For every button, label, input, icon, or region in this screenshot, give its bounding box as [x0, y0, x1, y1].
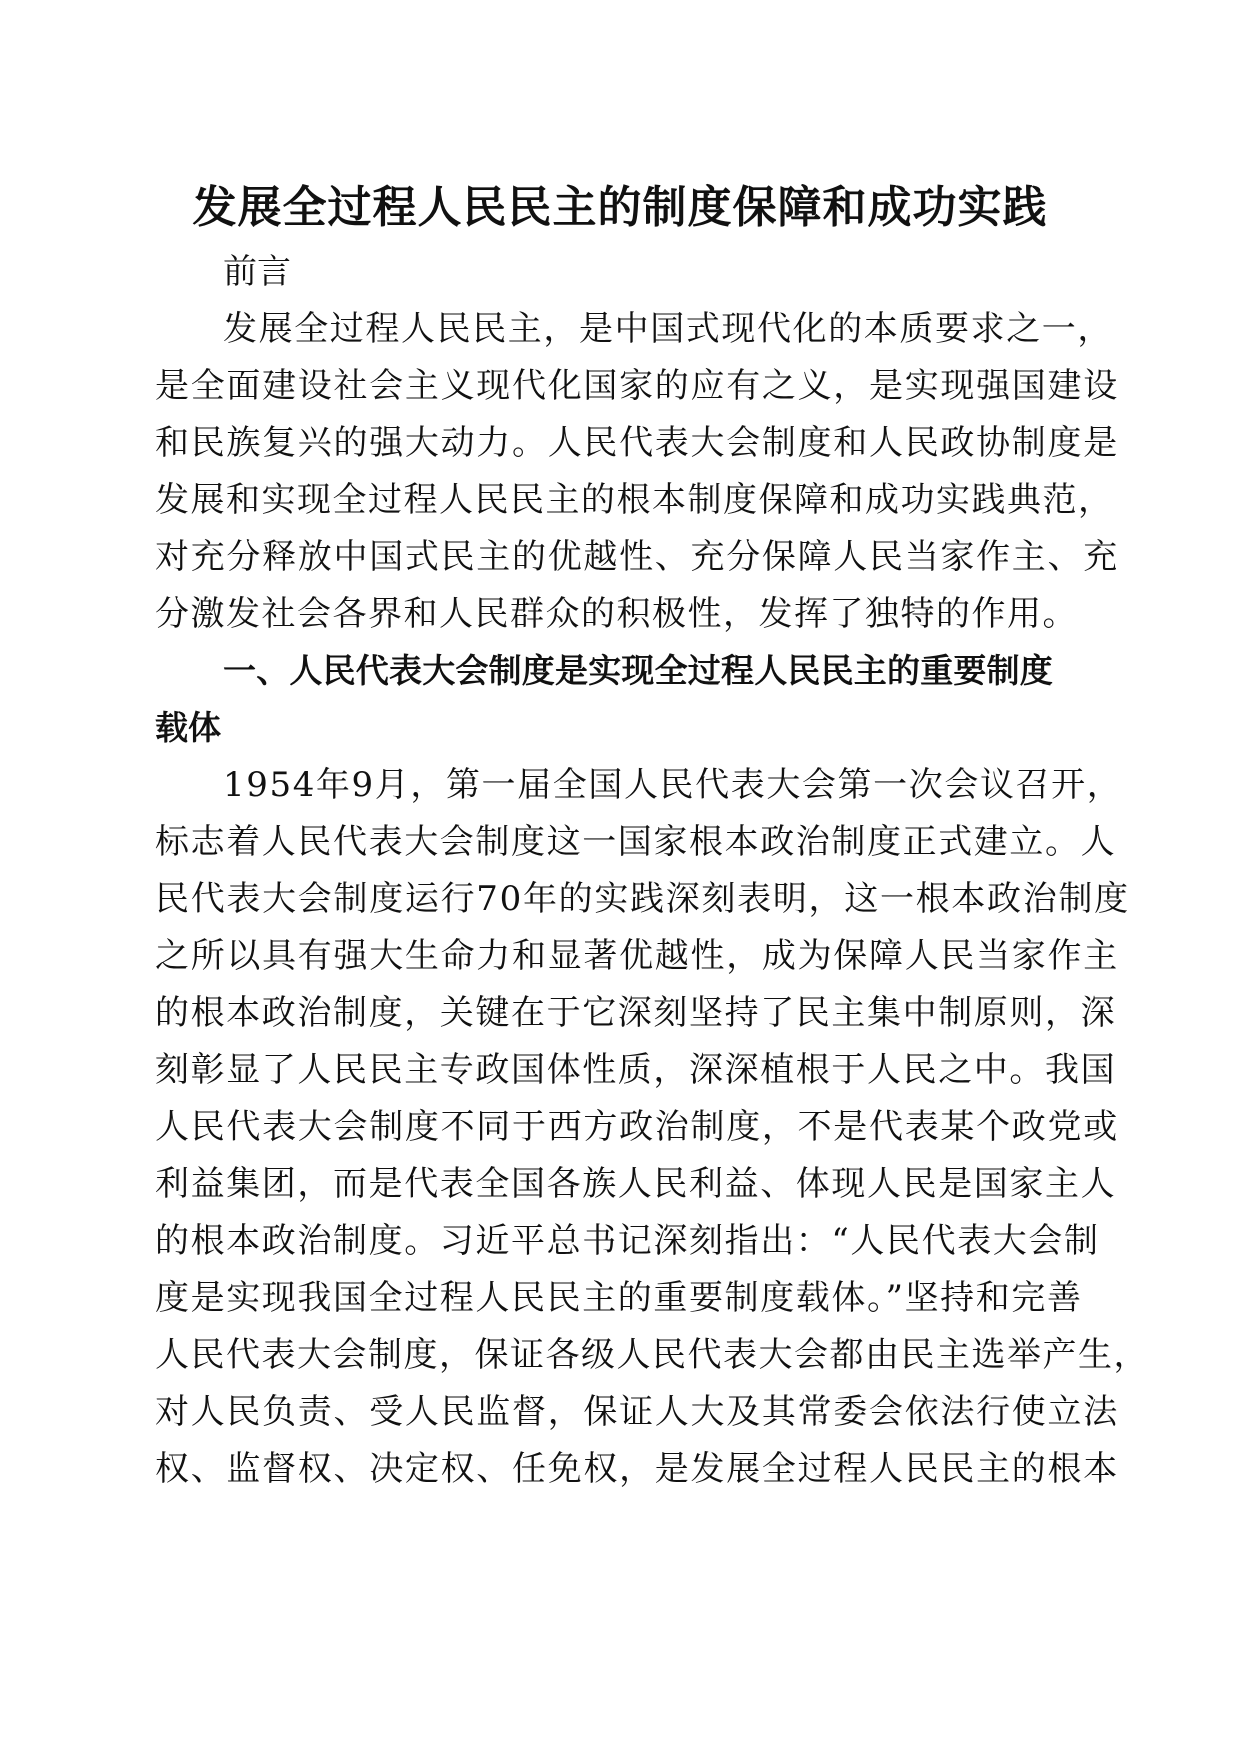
preface-line: 分激发社会各界和人民群众的积极性，发挥了独特的作用。: [155, 594, 1078, 634]
section-1-line: 刻彰显了人民民主专政国体性质，深深植根于人民之中。我国: [155, 1050, 1117, 1090]
document-title: 发展全过程人民民主的制度保障和成功实践: [192, 182, 1048, 233]
section-1-line: 人民代表大会制度不同于西方政治制度，不是代表某个政党或: [155, 1107, 1119, 1147]
section-1-line: 民代表大会制度运行70年的实践深刻表明，这一根本政治制度: [155, 879, 1130, 919]
preface-line: 和民族复兴的强大动力。人民代表大会制度和人民政协制度是: [155, 423, 1119, 463]
preface-line: 是全面建设社会主义现代化国家的应有之义，是实现强国建设: [155, 366, 1119, 406]
section-1-heading: 一、人民代表大会制度是实现全过程人民民主的重要制度: [223, 651, 1053, 690]
preface-line: 发展和实现全过程人民民主的根本制度保障和成功实践典范，: [155, 480, 1114, 520]
section-1-heading: 载体: [155, 708, 221, 747]
section-1-line: 对人民负责、受人民监督，保证人大及其常委会依法行使立法: [155, 1392, 1119, 1432]
section-1-line: 度是实现我国全过程人民民主的重要制度载体。”坚持和完善: [155, 1278, 1083, 1318]
section-1-line: 1954年9月，第一届全国人民代表大会第一次会议召开，: [223, 765, 1123, 805]
preface-heading: 前言: [223, 252, 291, 292]
section-1-line: 人民代表大会制度，保证各级人民代表大会都由民主选举产生，: [155, 1335, 1149, 1375]
section-1-line: 利益集团，而是代表全国各族人民利益、体现人民是国家主人: [155, 1164, 1117, 1204]
section-1-line: 的根本政治制度。习近平总书记深刻指出：“人民代表大会制: [155, 1221, 1100, 1261]
section-1-line: 之所以具有强大生命力和显著优越性，成为保障人民当家作主: [155, 936, 1119, 976]
preface-line: 发展全过程人民民主，是中国式现代化的本质要求之一，: [223, 309, 1113, 349]
section-1-line: 标志着人民代表大会制度这一国家根本政治制度正式建立。人: [155, 822, 1117, 862]
section-1-line: 权、监督权、决定权、任免权，是发展全过程人民民主的根本: [155, 1449, 1119, 1489]
section-1-line: 的根本政治制度，关键在于它深刻坚持了民主集中制原则，深: [155, 993, 1117, 1033]
preface-line: 对充分释放中国式民主的优越性、充分保障人民当家作主、充: [155, 537, 1119, 577]
